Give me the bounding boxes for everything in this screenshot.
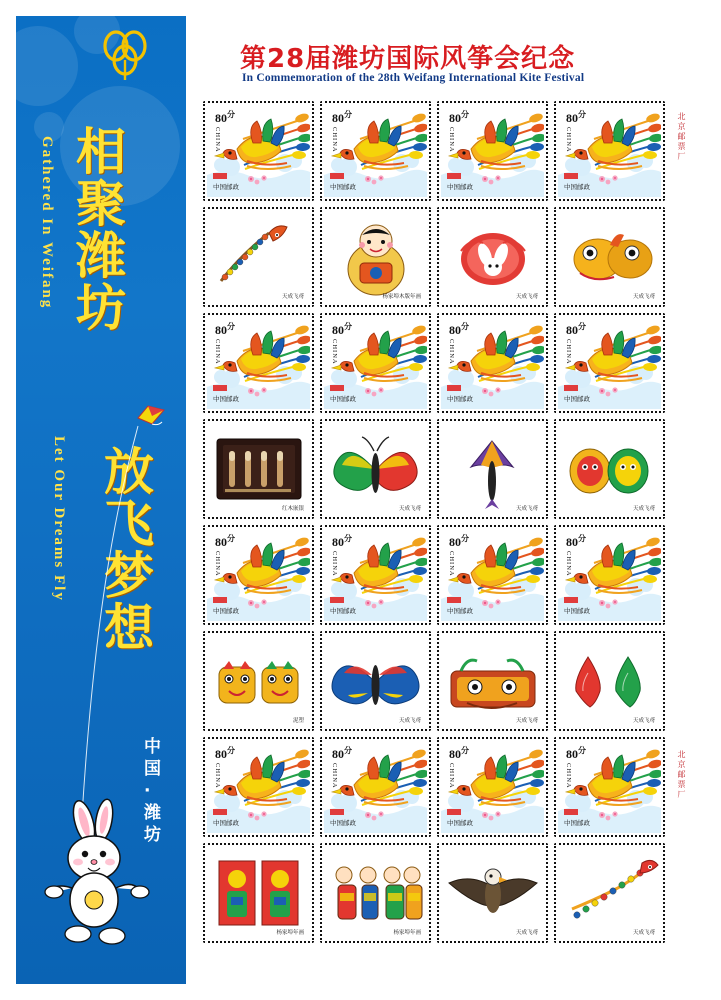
stamp-phoenix-kite <box>200 522 317 628</box>
stamp-country-en: CHINA <box>214 551 221 577</box>
slogan-chinese-line2: 放飞梦想 <box>104 443 154 657</box>
label-caption: 天成飞鸢 <box>398 718 421 724</box>
stamp-red-mark <box>330 385 344 391</box>
stamp-country-cn: 中国邮政 <box>447 819 473 827</box>
stamp-red-mark <box>213 173 227 179</box>
stamp-country-cn: 中国邮政 <box>213 183 239 191</box>
stamp-artwork <box>441 741 544 833</box>
small-kite-icon <box>136 404 166 426</box>
label-dragon-centipede-kite <box>551 840 668 946</box>
stamp-red-mark <box>213 809 227 815</box>
stamp-artwork <box>324 317 427 409</box>
stamp-artwork <box>324 105 427 197</box>
label-caption: 泥塑 <box>292 718 304 724</box>
label-row <box>200 628 668 734</box>
stamp-artwork <box>441 105 544 197</box>
stamp-artwork <box>558 529 661 621</box>
stamp-country-en: CHINA <box>565 339 572 365</box>
stamp-artwork <box>441 529 544 621</box>
label-writing-brush-set <box>200 416 317 522</box>
stamp-phoenix-kite <box>551 734 668 840</box>
label-doll-figure-kite <box>317 204 434 310</box>
stamp-country-en: CHINA <box>331 763 338 789</box>
decorative-bubble <box>16 26 78 106</box>
label-caption: 天成飞鸢 <box>515 294 538 300</box>
stamp-country-en: CHINA <box>448 763 455 789</box>
stamp-red-mark <box>213 385 227 391</box>
stamp-denomination: $80^分$ <box>332 322 352 337</box>
stamp-row <box>200 522 668 628</box>
stamp-phoenix-kite <box>434 98 551 204</box>
label-caption: 天成飞鸢 <box>632 506 655 512</box>
label-artwork <box>558 211 661 303</box>
label-caption: 天成飞鸢 <box>515 930 538 936</box>
label-dragon-head-kite <box>434 628 551 734</box>
stamp-country-cn: 中国邮政 <box>564 395 590 403</box>
stamp-red-mark <box>564 809 578 815</box>
stamp-artwork <box>207 317 310 409</box>
stamp-artwork <box>558 741 661 833</box>
stamp-artwork <box>558 317 661 409</box>
stamp-country-cn: 中国邮政 <box>447 183 473 191</box>
stamp-country-cn: 中国邮政 <box>213 819 239 827</box>
label-row <box>200 416 668 522</box>
stamp-red-mark <box>564 597 578 603</box>
label-artwork <box>324 635 427 727</box>
place-label: 中国·潍坊 <box>144 737 161 845</box>
label-artwork <box>207 847 310 939</box>
slogan-english-line1: Gathered In Weifang <box>39 136 55 310</box>
label-butterfly-kite <box>317 416 434 522</box>
stamp-country-en: CHINA <box>214 763 221 789</box>
stamp-denomination: $80^分$ <box>332 746 352 761</box>
stamp-denomination: $80^分$ <box>332 534 352 549</box>
label-rabbit-kite <box>434 204 551 310</box>
label-row <box>200 840 668 946</box>
stamp-grid <box>200 98 668 950</box>
label-artwork <box>441 847 544 939</box>
label-artwork <box>207 423 310 515</box>
stamp-phoenix-kite <box>434 734 551 840</box>
label-caption: 杨家埠年画 <box>393 930 421 936</box>
stamp-row <box>200 310 668 416</box>
label-goldfish-kite <box>551 204 668 310</box>
label-tiger-pair-kite <box>200 628 317 734</box>
label-artwork <box>558 635 661 727</box>
header-title-english: In Commemoration of the 28th Weifang International Kite Festival <box>242 72 585 84</box>
label-door-god-new-year-print <box>200 840 317 946</box>
label-artwork <box>324 211 427 303</box>
stamp-denomination: $80^分$ <box>215 110 235 125</box>
stamp-country-cn: 中国邮政 <box>447 607 473 615</box>
label-eagle-kite <box>434 840 551 946</box>
stamp-denomination: $80^分$ <box>566 746 586 761</box>
sheet-margin-text-top: 北京邮票厂 <box>677 112 686 162</box>
slogan-english-line2: Let Our Dreams Fly <box>51 436 67 602</box>
label-caption: 天成飞鸢 <box>632 718 655 724</box>
stamp-red-mark <box>447 597 461 603</box>
label-artwork <box>441 211 544 303</box>
stamp-phoenix-kite <box>200 734 317 840</box>
stamp-red-mark <box>564 385 578 391</box>
sheet-margin-text-bottom: 北京邮票厂 <box>677 750 686 800</box>
label-caption: 天成飞鸢 <box>281 294 304 300</box>
stamp-artwork <box>441 317 544 409</box>
stamp-country-cn: 中国邮政 <box>447 395 473 403</box>
label-row <box>200 204 668 310</box>
stamp-denomination: $80^分$ <box>449 746 469 761</box>
stamp-country-cn: 中国邮政 <box>213 607 239 615</box>
stamp-country-cn: 中国邮政 <box>330 183 356 191</box>
stamp-country-cn: 中国邮政 <box>213 395 239 403</box>
stamp-country-en: CHINA <box>331 127 338 153</box>
stamp-row <box>200 98 668 204</box>
stamp-artwork <box>207 105 310 197</box>
label-artwork <box>441 635 544 727</box>
stamp-phoenix-kite <box>434 310 551 416</box>
label-artwork <box>441 423 544 515</box>
stamp-phoenix-kite <box>317 522 434 628</box>
stamp-country-en: CHINA <box>565 127 572 153</box>
stamp-country-cn: 中国邮政 <box>564 819 590 827</box>
stamp-phoenix-kite <box>317 734 434 840</box>
stamp-artwork <box>207 741 310 833</box>
label-caption: 天成飞鸢 <box>515 506 538 512</box>
stamp-denomination: $80^分$ <box>566 534 586 549</box>
stamp-red-mark <box>213 597 227 603</box>
stamp-country-en: CHINA <box>448 127 455 153</box>
stamp-red-mark <box>447 809 461 815</box>
label-artwork <box>558 423 661 515</box>
label-artwork <box>558 847 661 939</box>
stamp-denomination: $80^分$ <box>215 746 235 761</box>
label-caption: 天成飞鸢 <box>515 718 538 724</box>
label-caption: 杨家埠年画 <box>276 930 304 936</box>
stamp-denomination: $80^分$ <box>332 110 352 125</box>
stamp-artwork <box>324 529 427 621</box>
stamp-red-mark <box>447 385 461 391</box>
label-caption: 杨家埠木版年画 <box>382 294 421 300</box>
header-banner <box>186 16 705 90</box>
stamp-artwork <box>558 105 661 197</box>
stamp-country-en: CHINA <box>565 551 572 577</box>
stamp-red-mark <box>564 173 578 179</box>
stamp-country-en: CHINA <box>331 551 338 577</box>
left-blue-panel <box>16 16 186 984</box>
stamp-phoenix-kite <box>551 522 668 628</box>
stamp-country-en: CHINA <box>448 339 455 365</box>
header-title-chinese: 第28届潍坊国际风筝会纪念 <box>240 44 576 74</box>
stamp-red-mark <box>330 597 344 603</box>
stamp-phoenix-kite <box>434 522 551 628</box>
stamp-country-cn: 中国邮政 <box>564 183 590 191</box>
stamp-red-mark <box>330 809 344 815</box>
label-blue-butterfly-kite <box>317 628 434 734</box>
label-opera-figures-print <box>317 840 434 946</box>
label-centipede-dragon-kite <box>200 204 317 310</box>
kite-festival-rings-logo-icon <box>86 30 172 82</box>
stamp-artwork <box>324 741 427 833</box>
stamp-country-en: CHINA <box>448 551 455 577</box>
stamp-denomination: $80^分$ <box>449 322 469 337</box>
stamp-phoenix-kite <box>200 98 317 204</box>
kite-string <box>74 424 140 824</box>
stamp-phoenix-kite <box>551 98 668 204</box>
stamp-phoenix-kite <box>200 310 317 416</box>
stamp-red-mark <box>447 173 461 179</box>
stamp-denomination: $80^分$ <box>449 534 469 549</box>
stamp-denomination: $80^分$ <box>215 534 235 549</box>
stamp-artwork <box>207 529 310 621</box>
slogan-chinese-line1: 相聚潍坊 <box>76 123 126 337</box>
stamp-red-mark <box>330 173 344 179</box>
stamp-country-cn: 中国邮政 <box>330 607 356 615</box>
stamp-row <box>200 734 668 840</box>
label-caption: 天成飞鸢 <box>398 506 421 512</box>
label-caption: 天成飞鸢 <box>632 930 655 936</box>
label-caption: 红木嵌银 <box>281 506 304 512</box>
stamp-denomination: $80^分$ <box>566 322 586 337</box>
stamp-phoenix-kite <box>551 310 668 416</box>
stamp-country-en: CHINA <box>214 339 221 365</box>
label-artwork <box>324 423 427 515</box>
stamp-phoenix-kite <box>317 98 434 204</box>
stamp-country-en: CHINA <box>214 127 221 153</box>
rabbit-mascot <box>42 796 152 956</box>
stamp-denomination: $80^分$ <box>566 110 586 125</box>
label-caption: 天成飞鸢 <box>632 294 655 300</box>
label-red-green-swallow-kite <box>551 628 668 734</box>
stamp-country-cn: 中国邮政 <box>564 607 590 615</box>
label-artwork <box>207 635 310 727</box>
stamp-denomination: $80^分$ <box>215 322 235 337</box>
stamp-country-en: CHINA <box>331 339 338 365</box>
stamp-country-en: CHINA <box>565 763 572 789</box>
label-lion-pair-kite <box>551 416 668 522</box>
stamp-denomination: $80^分$ <box>449 110 469 125</box>
label-artwork <box>324 847 427 939</box>
stamp-country-cn: 中国邮政 <box>330 395 356 403</box>
label-swallow-kite <box>434 416 551 522</box>
label-artwork <box>207 211 310 303</box>
stamp-phoenix-kite <box>317 310 434 416</box>
stamp-country-cn: 中国邮政 <box>330 819 356 827</box>
